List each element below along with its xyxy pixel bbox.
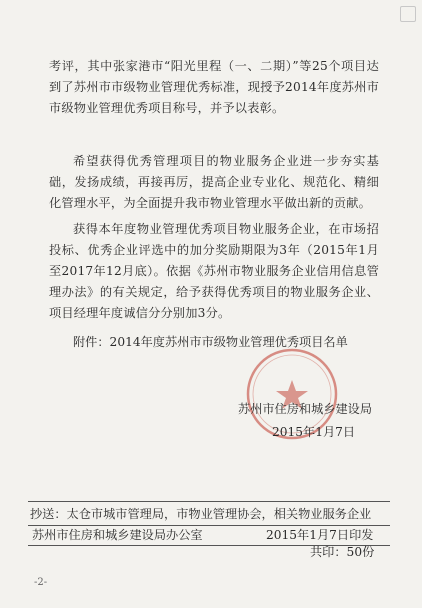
attachment-line: 附件：2014年度苏州市市级物业管理优秀项目名单 [73,335,348,349]
issue-date: 2015年1月7日 [272,425,356,439]
cc-line: 抄送：太仓市城市管理局，市物业管理协会，相关物业服务企业 [30,507,372,521]
copies-count: 共印：50份 [310,545,375,559]
issuer-name: 苏州市住房和城乡建设局 [238,402,373,416]
paragraph-hope: 希望获得优秀管理项目的物业服务企业进一步夯实基础，发扬成绩，再接再厉，提高企业专业化、规范化、精细化管理水平，为全面提升我市物业管理水平做出新的贡献。 [49,154,379,210]
print-date: 2015年1月7日印发 [266,528,374,542]
paragraph-incentive: 获得本年度物业管理优秀项目物业服务企业，在市场招投标、优秀企业评选中的加分奖励期限为3年（2015年1月至2017年12月底）。依据《苏州市物业服务企业信用信息管理办法》的有关规定，给予获得优秀项目的物业服务企业、项目经理年度诚信分分别加3分。 [49,222,379,320]
divider-top [28,501,390,502]
paragraph-commendation: 考评，其中张家港市“阳光里程（一、二期）”等25个项目达到了苏州市市级物业管理优秀标准，现授予2014年度苏州市市级物业管理优秀项目称号，并予以表彰。 [49,59,379,115]
expand-icon[interactable] [400,6,416,22]
issuing-office: 苏州市住房和城乡建设局办公室 [32,528,203,542]
page-number: -2- [34,577,48,588]
